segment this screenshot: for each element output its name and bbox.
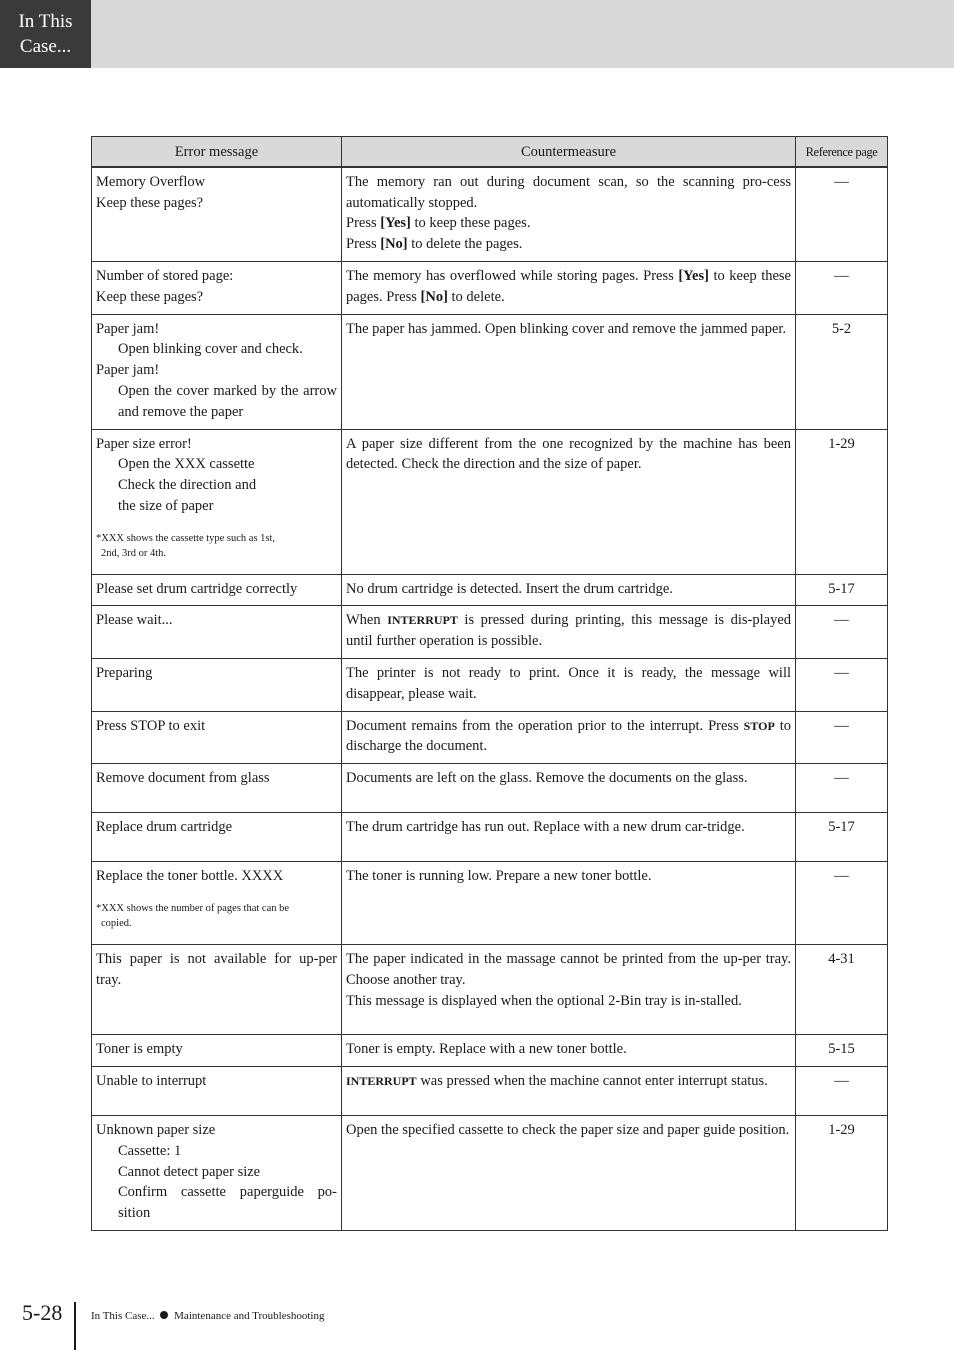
countermeasure-cell: The drum cartridge has run out. Replace with a new drum car-tridge.	[342, 813, 796, 862]
reference-page-cell: —	[796, 167, 888, 262]
table-row	[92, 1115, 888, 1230]
reference-page-cell: 5-17	[796, 813, 888, 862]
countermeasure-cell: No drum cartridge is detected. Insert the drum cartridge.	[342, 574, 796, 606]
countermeasure-cell: The printer is not ready to print. Once it is ready, the message will disappear, please wait.	[342, 658, 796, 711]
footnote	[96, 531, 337, 562]
footnote-line: 2nd, 3rd or 4th.	[101, 548, 167, 560]
error-message-cell	[92, 167, 342, 262]
countermeasure-text: The paper indicated in the massage cannot be printed from the up-per tray. Choose another tray.	[346, 951, 791, 988]
error-message-cell	[92, 261, 342, 314]
error-message-line: Check the direction and	[118, 477, 257, 494]
reference-page-cell: 1-29	[796, 1115, 888, 1230]
error-message-cell: Press STOP to exit	[92, 711, 342, 764]
reference-page-cell: 5-15	[796, 1035, 888, 1067]
error-message-cell: Please wait...	[92, 606, 342, 659]
countermeasure-cell	[342, 711, 796, 764]
page-number: 5-28	[22, 1300, 63, 1325]
text-fragment: to delete the pages.	[407, 236, 523, 253]
breadcrumb-chapter: Maintenance and Troubleshooting	[174, 1310, 325, 1322]
error-message-table	[91, 136, 888, 1231]
error-message-line: Cassette: 1	[118, 1142, 182, 1159]
header-countermeasure: Countermeasure	[342, 137, 796, 167]
error-message-line: Keep these pages?	[96, 194, 204, 211]
header-reference-page: Reference page	[796, 137, 888, 167]
error-message-line: Open the cover marked by the arrow and remove the paper	[118, 382, 337, 420]
table-row	[92, 1035, 888, 1067]
footer-breadcrumb	[91, 1310, 324, 1322]
error-message-line: Confirm cassette paperguide po-sition	[118, 1184, 337, 1222]
reference-page-cell: 4-31	[796, 945, 888, 1035]
error-message-cell: This paper is not available for up-per tray.	[92, 945, 342, 1035]
footer-divider	[74, 1302, 76, 1350]
table-row	[92, 862, 888, 945]
error-message-line: Keep these pages?	[96, 288, 204, 305]
text-fragment: is pressed during printing, this message is dis-played until further operation is possible.	[346, 612, 792, 650]
table-row	[92, 606, 888, 659]
stop-key-label: STOP	[743, 718, 775, 733]
error-message-line: Open blinking cover and check.	[118, 341, 303, 358]
reference-page-cell: 5-2	[796, 314, 888, 429]
reference-page-cell: —	[796, 658, 888, 711]
footnote-line: copied.	[101, 918, 132, 930]
countermeasure-cell	[342, 1066, 796, 1115]
error-message-line: Memory Overflow	[96, 173, 206, 190]
error-message-cell: Toner is empty	[92, 1035, 342, 1067]
table-row	[92, 711, 888, 764]
text-fragment: Press	[346, 215, 381, 232]
reference-page-cell: —	[796, 862, 888, 945]
key-yes-label: [Yes]	[380, 215, 411, 232]
text-fragment: Press	[346, 236, 381, 253]
table-row	[92, 574, 888, 606]
countermeasure-text: The memory ran out during document scan, so the scanning pro-cess automatically stopped.	[346, 173, 791, 211]
interrupt-key-label: INTERRUPT	[387, 613, 458, 628]
footnote-line: *XXX shows the number of pages that can be	[96, 902, 290, 914]
reference-page-cell: —	[796, 764, 888, 813]
table-row	[92, 314, 888, 429]
error-message-line: Paper jam!	[96, 362, 160, 379]
text-fragment: was pressed when the machine cannot enter interrupt status.	[416, 1072, 768, 1089]
error-message-cell	[92, 314, 342, 429]
table-row	[92, 429, 888, 574]
error-message-line: Replace the toner bottle. XXXX	[96, 868, 284, 885]
error-message-cell	[92, 1115, 342, 1230]
countermeasure-cell	[342, 261, 796, 314]
header-error-message: Error message	[92, 137, 342, 167]
error-message-cell: Please set drum cartridge correctly	[92, 574, 342, 606]
reference-page-cell: —	[796, 711, 888, 764]
reference-page-cell: —	[796, 606, 888, 659]
error-message-line: the size of paper	[118, 497, 214, 514]
text-fragment: to delete.	[447, 288, 505, 305]
error-message-cell: Preparing	[92, 658, 342, 711]
error-message-line: Number of stored page:	[96, 267, 234, 284]
error-message-line: Paper jam!	[96, 320, 160, 337]
footnote-line: *XXX shows the cassette type such as 1st,	[96, 532, 276, 544]
breadcrumb-section: In This Case...	[91, 1310, 155, 1322]
text-fragment: When	[346, 612, 388, 629]
reference-page-cell: —	[796, 261, 888, 314]
key-yes-label: [Yes]	[678, 267, 709, 284]
section-tab-line1: In This	[18, 11, 73, 32]
section-tab-line2: Case...	[19, 36, 72, 57]
table-header-row	[92, 137, 888, 167]
error-message-cell	[92, 429, 342, 574]
countermeasure-cell	[342, 167, 796, 262]
text-fragment: The memory has overflowed while storing pages. Press	[346, 267, 679, 284]
error-message-cell: Replace drum cartridge	[92, 813, 342, 862]
countermeasure-text	[346, 213, 791, 234]
countermeasure-cell: Documents are left on the glass. Remove the documents on the glass.	[342, 764, 796, 813]
table-row	[92, 167, 888, 262]
text-fragment: to keep these pages. Press	[346, 267, 791, 305]
error-message-line: Open the XXX cassette	[118, 456, 255, 473]
countermeasure-cell: Open the specified cassette to check the paper size and paper guide position.	[342, 1115, 796, 1230]
error-message-line: Paper size error!	[96, 435, 192, 452]
countermeasure-cell: A paper size different from the one recognized by the machine has been detected. Check the direction and the size of paper.	[342, 429, 796, 574]
interrupt-key-label: INTERRUPT	[346, 1073, 417, 1088]
table-row	[92, 764, 888, 813]
key-no-label: [No]	[420, 288, 448, 305]
countermeasure-cell: The toner is running low. Prepare a new toner bottle.	[342, 862, 796, 945]
reference-page-cell: 1-29	[796, 429, 888, 574]
countermeasure-cell	[342, 945, 796, 1035]
error-message-cell: Unable to interrupt	[92, 1066, 342, 1115]
error-message-cell: Remove document from glass	[92, 764, 342, 813]
table-row	[92, 813, 888, 862]
reference-page-cell: —	[796, 1066, 888, 1115]
error-message-line: Unknown paper size	[96, 1121, 216, 1138]
countermeasure-text: This message is displayed when the optional 2-Bin tray is in-stalled.	[346, 992, 742, 1009]
bullet-icon	[160, 1311, 168, 1319]
countermeasure-text	[346, 234, 791, 255]
error-message-cell	[92, 862, 342, 945]
header-bar	[0, 0, 954, 68]
countermeasure-cell: Toner is empty. Replace with a new toner bottle.	[342, 1035, 796, 1067]
table-row	[92, 945, 888, 1035]
text-fragment: Document remains from the operation prior to the interrupt. Press	[346, 717, 744, 734]
table-row	[92, 261, 888, 314]
table-row	[92, 658, 888, 711]
section-tab	[0, 0, 91, 68]
key-no-label: [No]	[380, 236, 408, 253]
text-fragment: to keep these pages.	[410, 215, 531, 232]
reference-page-cell: 5-17	[796, 574, 888, 606]
countermeasure-cell	[342, 606, 796, 659]
footnote	[96, 901, 337, 932]
text-fragment: to discharge the document.	[346, 717, 791, 755]
error-message-line: Cannot detect paper size	[118, 1163, 261, 1180]
table-row	[92, 1066, 888, 1115]
countermeasure-cell: The paper has jammed. Open blinking cover and remove the jammed paper.	[342, 314, 796, 429]
